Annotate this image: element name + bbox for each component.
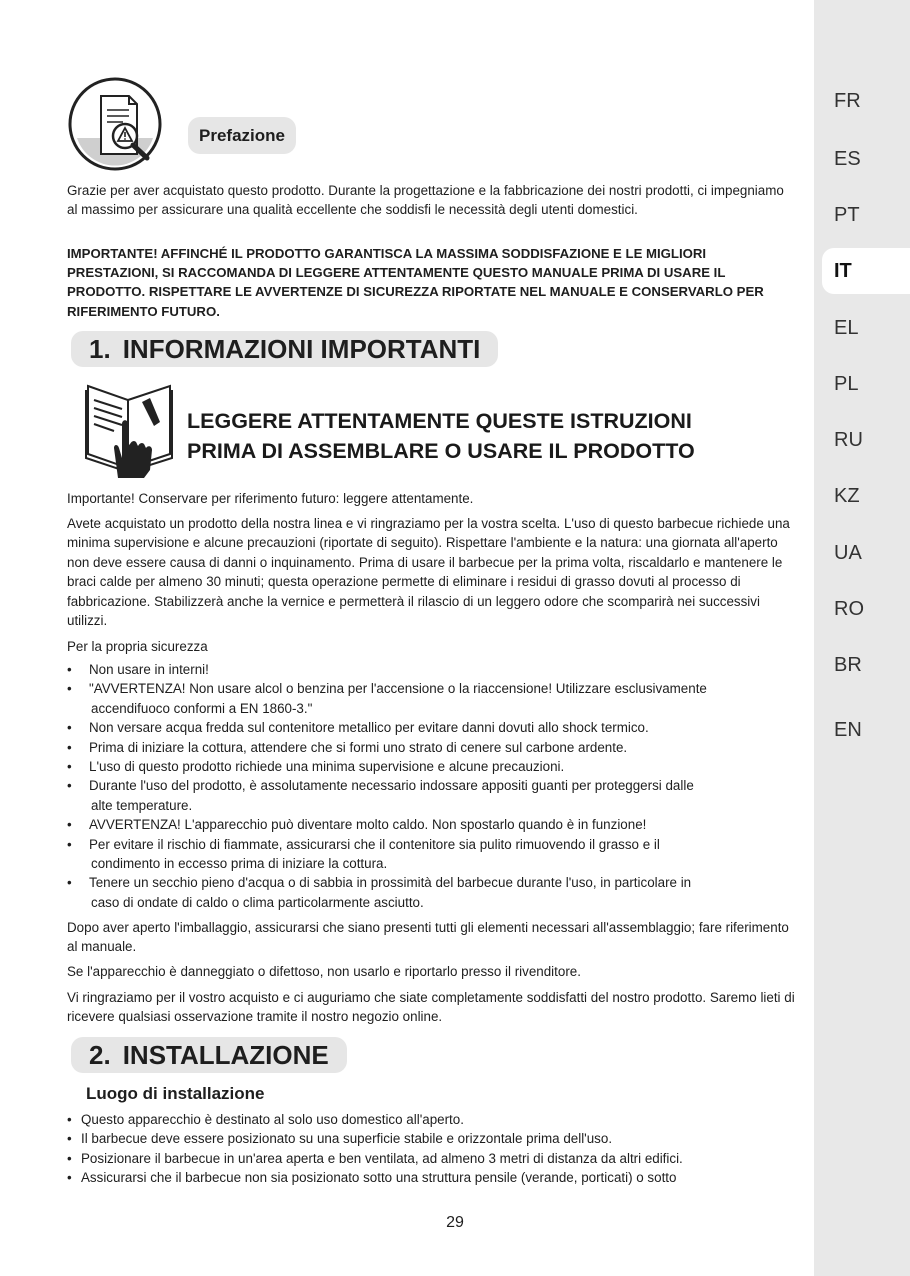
section1-number: 1. [89, 334, 111, 364]
banner-line-2: PRIMA DI ASSEMBLARE O USARE IL PRODOTTO [187, 439, 695, 463]
list-item: • L'uso di questo prodotto richiede una minima supervisione e alcune precauzioni. [67, 757, 803, 776]
safety-list [67, 660, 803, 912]
list-item: • Prima di iniziare la cottura, attendere che si formi uno strato di cenere sul carbone ardente. [67, 738, 803, 757]
section1-heading [71, 331, 498, 367]
lang-tab-en[interactable]: EN [834, 719, 862, 741]
list-item: • AVVERTENZA! L'apparecchio può diventare molto caldo. Non spostarlo quando è in funzione! [67, 815, 803, 834]
list-item: • Non versare acqua fredda sul contenitore metallico per evitare danni dovuti allo shock termico. [67, 718, 803, 737]
list-item: • Per evitare il rischio di fiammate, assicurarsi che il contenitore sia pulito rimuovendo il grasso e il condimento in eccesso prima di iniziare la cottura. [67, 835, 803, 874]
list-item: • Durante l'uso del prodotto, è assolutamente necessario indossare appositi guanti per proteggersi dalle alte temperature. [67, 776, 803, 815]
lang-tab-it[interactable]: IT [822, 248, 910, 294]
page-number: 29 [446, 1214, 464, 1231]
lang-tab-br[interactable]: BR [834, 654, 862, 676]
list-item: • Tenere un secchio pieno d'acqua o di sabbia in prossimità del barbecue durante l'uso, in particolare in caso di ondate di caldo o clima particolarmente asciutto. [67, 873, 803, 912]
list-item: • "AVVERTENZA! Non usare alcol o benzina per l'accensione o la riaccensione! Utilizzare esclusivamente accendifuoco conformi a EN 1860-3." [67, 679, 803, 718]
section2-title: INSTALLAZIONE [122, 1040, 329, 1070]
lang-tab-fr[interactable]: FR [834, 90, 861, 112]
section2-number: 2. [89, 1040, 111, 1070]
list-item: • Assicurarsi che il barbecue non sia posizionato sotto una struttura pensile (verande, porticati) o sotto [67, 1168, 803, 1187]
read-manual-icon [84, 378, 176, 482]
lang-tab-ru[interactable]: RU [834, 429, 863, 451]
read-instructions-banner [187, 406, 695, 466]
section1-p5: Vi ringraziamo per il vostro acquisto e ci auguriamo che siate completamente soddisfatti del nostro prodotto. Saremo lieti di ricevere qualsiasi osservazione tramite il nostro negozio online. [67, 990, 795, 1025]
section2-subtitle: Luogo di installazione [86, 1084, 265, 1103]
list-item: • Questo apparecchio è destinato al solo uso domestico all'aperto. [67, 1110, 803, 1129]
preface-text: Grazie per aver acquistato questo prodotto. Durante la progettazione e la fabbricazione dei nostri prodotti, ci impegniamo al massimo per assicurare una qualità eccellente che soddisfi le necessità degli utenti domestici. [67, 183, 784, 218]
lang-tab-es[interactable]: ES [834, 148, 861, 170]
lang-tab-pl[interactable]: PL [834, 373, 859, 395]
section1-p2: Avete acquistato un prodotto della nostra linea e vi ringraziamo per la vostra scelta. L'uso di questo barbecue richiede una minima supervisione e alcune precauzioni (riportate di seguito). Rispettare l'ambiente e la natura: una giornata all'aperto non deve essere causa di danni o inquinamento. Prima di usare il barbecue per la prima volta, riscaldarlo e mantenere le braci calde per almeno 30 minuti; questa operazione permette di eliminare i residui di grasso dovuti al processo di fabbricazione. Stabilizzerà anche la vernice e permetterà il rilascio di un leggero odore che scomparirà nei successivi utilizzi. [67, 516, 790, 629]
section1-title: INFORMAZIONI IMPORTANTI [122, 334, 481, 364]
lang-tab-el[interactable]: EL [834, 317, 859, 339]
section1-p3: Dopo aver aperto l'imballaggio, assicurarsi che siano presenti tutti gli elementi necessari all'assemblaggio; fare riferimento al manuale. [67, 920, 789, 955]
lang-tab-pt[interactable]: PT [834, 204, 860, 226]
section1-p1: Importante! Conservare per riferimento futuro: leggere attentamente. [67, 491, 474, 506]
lang-tab-kz[interactable]: KZ [834, 485, 860, 507]
preface-title: Prefazione [188, 117, 296, 154]
installation-list [67, 1110, 803, 1188]
section1-p4: Se l'apparecchio è danneggiato o difettoso, non usarlo e riportarlo presso il rivenditore. [67, 964, 581, 979]
safety-title: Per la propria sicurezza [67, 639, 208, 654]
list-item: • Posizionare il barbecue in un'area aperta e ben ventilata, ad almeno 3 metri di distanza da altri edifici. [67, 1149, 803, 1168]
document-warning-magnifier-icon [67, 76, 167, 172]
list-item: • Non usare in interni! [67, 660, 803, 679]
section2-heading [71, 1037, 347, 1073]
banner-line-1: LEGGERE ATTENTAMENTE QUESTE ISTRUZIONI [187, 409, 692, 433]
preface-important: IMPORTANTE! AFFINCHÉ IL PRODOTTO GARANTISCA LA MASSIMA SODDISFAZIONE E LE MIGLIORI PRESTAZIONI, SI RACCOMANDA DI LEGGERE ATTENTAMENTE QUESTO MANUALE PRIMA DI USARE IL PRODOTTO. RISPETTARE LE AVVERTENZE DI SICUREZZA RIPORTATE NEL MANUALE E CONSERVARLO PER RIFERIMENTO FUTURO. [67, 246, 764, 319]
lang-tab-ro[interactable]: RO [834, 598, 864, 620]
lang-tab-ua[interactable]: UA [834, 542, 862, 564]
language-sidebar [814, 0, 910, 1276]
list-item: • Il barbecue deve essere posizionato su una superficie stabile e orizzontale prima dell'uso. [67, 1129, 803, 1148]
